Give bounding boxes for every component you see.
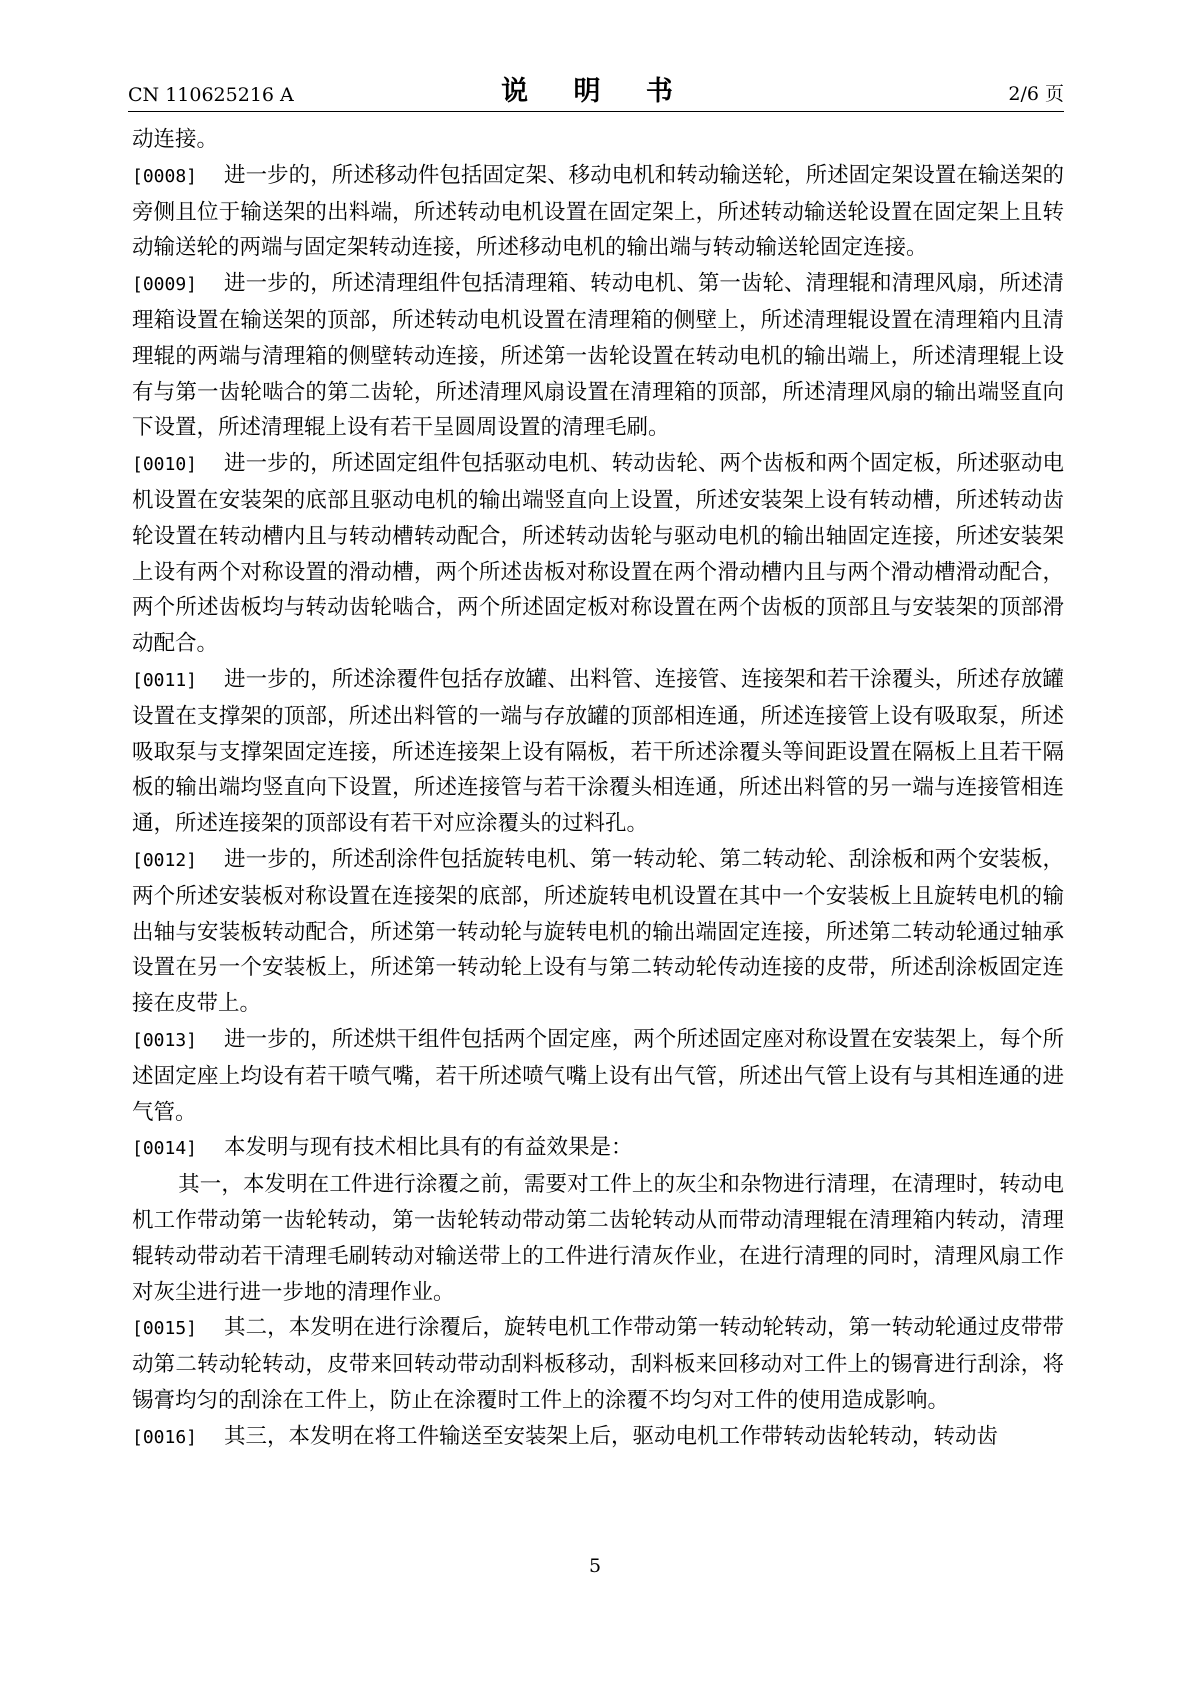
paragraph-benefit-one: 其一，本发明在工件进行涂覆之前，需要对工件上的灰尘和杂物进行清理，在清理时，转动电机工作带动第一齿轮转动，第一齿轮转动带动第二齿轮转动从而带动清理辊在清理箱内转动，清理辊转动带动若干清理毛刷转动对输送带上的工件进行清灰作业，在进行清理的同时，清理风扇工作对灰尘进行进一步地的清理作业。 xyxy=(132,1172,1064,1305)
paragraph-0016: [0016] 其三，本发明在将工件输送至安装架上后，驱动电机工作带转动齿轮转动，转动齿 xyxy=(132,1419,1064,1456)
paragraph-number: [0016] xyxy=(132,1426,198,1448)
paragraph-number: [0008] xyxy=(132,165,198,187)
page-header xyxy=(128,68,1064,112)
document-title: 说 明 书 xyxy=(501,76,691,107)
patent-number: CN 110625216 A xyxy=(128,84,294,106)
paragraph-continuation: 动连接。 xyxy=(132,127,219,152)
paragraph-0010: [0010] 进一步的，所述固定组件包括驱动电机、转动齿轮、两个齿板和两个固定板，所述驱动电机设置在安装架的底部且驱动电机的输出端竖直向上设置，所述安装架上设有转动槽，所述转动齿轮设置在转动槽内且与转动槽转动配合，所述转动齿轮与驱动电机的输出轴固定连接，所述安装架上设有两个对称设置的滑动槽，两个所述齿板对称设置在两个滑动槽内且与两个滑动槽滑动配合，两个所述齿板均与转动齿轮啮合，两个所述固定板对称设置在两个齿板的顶部且与安装架的顶部滑动配合。 xyxy=(132,446,1064,662)
paragraph-number: [0014] xyxy=(132,1138,198,1160)
paragraph-0014: [0014] 本发明与现有技术相比具有的有益效果是： xyxy=(132,1130,1064,1167)
paragraph-0008: [0008] 进一步的，所述移动件包括固定架、移动电机和转动输送轮，所述固定架设置在输送架的旁侧且位于输送架的出料端，所述转动电机设置在固定架上，所述转动输送轮设置在固定架上且转动输送轮的两端与固定架转动连接，所述移动电机的输出端与转动输送轮固定连接。 xyxy=(132,158,1064,266)
paragraph-number: [0009] xyxy=(132,274,198,296)
paragraph-number: [0015] xyxy=(132,1318,198,1340)
paragraph-0012: [0012] 进一步的，所述刮涂件包括旋转电机、第一转动轮、第二转动轮、刮涂板和两个安装板，两个所述安装板对称设置在连接架的底部，所述旋转电机设置在其中一个安装板上且旋转电机的输出轴与安装板转动配合，所述第一转动轮与旋转电机的输出端固定连接，所述第二转动轮通过轴承设置在另一个安装板上，所述第一转动轮上设有与第二转动轮传动连接的皮带，所述刮涂板固定连接在皮带上。 xyxy=(132,842,1064,1022)
header-divider xyxy=(128,111,1064,112)
paragraph-0011: [0011] 进一步的，所述涂覆件包括存放罐、出料管、连接管、连接架和若干涂覆头，所述存放罐设置在支撑架的顶部，所述出料管的一端与存放罐的顶部相连通，所述连接管上设有吸取泵，所述吸取泵与支撑架固定连接，所述连接架上设有隔板，若干所述涂覆头等间距设置在隔板上且若干隔板的输出端均竖直向下设置，所述连接管与若干涂覆头相连通，所述出料管的另一端与连接管相连通，所述连接架的顶部设有若干对应涂覆头的过料孔。 xyxy=(132,662,1064,842)
page-info: 2/6 页 xyxy=(1008,83,1064,105)
paragraph-0013: [0013] 进一步的，所述烘干组件包括两个固定座，两个所述固定座对称设置在安装架上，每个所述固定座上均设有若干喷气嘴，若干所述喷气嘴上设有出气管，所述出气管上设有与其相连通的进气管。 xyxy=(132,1022,1064,1130)
page-number: 5 xyxy=(588,1555,602,1577)
paragraph-number: [0013] xyxy=(132,1029,198,1051)
paragraph-0015: [0015] 其二，本发明在进行涂覆后，旋转电机工作带动第一转动轮转动，第一转动轮通过皮带带动第二转动轮转动，皮带来回转动带动刮料板移动，刮料板来回移动对工件上的锡膏进行刮涂，将锡膏均匀的刮涂在工件上，防止在涂覆时工件上的涂覆不均匀对工件的使用造成影响。 xyxy=(132,1310,1064,1418)
paragraph-number: [0010] xyxy=(132,454,198,476)
paragraph-0009: [0009] 进一步的，所述清理组件包括清理箱、转动电机、第一齿轮、清理辊和清理风扇，所述清理箱设置在输送架的顶部，所述转动电机设置在清理箱的侧壁上，所述清理辊设置在清理箱内且清理辊的两端与清理箱的侧壁转动连接，所述第一齿轮设置在转动电机的输出端上，所述清理辊上设有与第一齿轮啮合的第二齿轮，所述清理风扇设置在清理箱的顶部，所述清理风扇的输出端竖直向下设置，所述清理辊上设有若干呈圆周设置的清理毛刷。 xyxy=(132,266,1064,446)
description-body xyxy=(132,122,1064,1455)
paragraph-number: [0011] xyxy=(132,669,198,691)
paragraph-number: [0012] xyxy=(132,849,198,871)
